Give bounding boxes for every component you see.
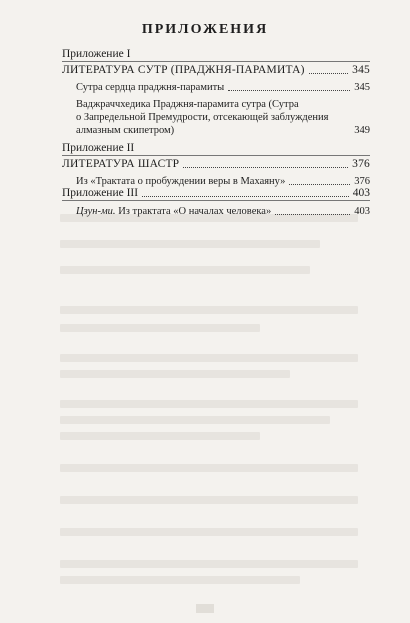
toc-entry-title: ЛИТЕРАТУРА СУТР (ПРАДЖНЯ-ПАРАМИТА) [62, 64, 305, 76]
appendix-1-header: Приложение I [62, 48, 131, 60]
ghost-line [60, 240, 320, 248]
toc-page-number: 345 [354, 82, 370, 93]
toc-entry-text: Из трактата «О началах человека» [118, 206, 272, 217]
leader-dots [309, 73, 348, 74]
appendix-3-header-row [62, 186, 370, 200]
toc-page-number: 403 [354, 206, 370, 217]
appendix-1 [62, 47, 370, 137]
appendix-2-rule [62, 155, 370, 156]
toc-entry-title: Из «Трактата о пробуждении веры в Махаяну» [76, 176, 286, 187]
ghost-line [60, 432, 260, 440]
toc-entry-author: Цзун-ми. [76, 206, 116, 217]
toc-row [76, 81, 370, 94]
toc-page-number: 376 [352, 158, 370, 170]
appendix-3 [62, 186, 370, 218]
toc-row [76, 205, 370, 218]
ghost-line [60, 324, 260, 332]
ghost-line [60, 370, 290, 378]
ghost-line [60, 560, 358, 568]
toc-row [76, 98, 370, 137]
leader-dots [275, 214, 350, 215]
ghost-line [60, 576, 300, 584]
toc-page-number: 403 [352, 187, 370, 199]
ghost-line [60, 266, 310, 274]
leader-dots [142, 196, 349, 197]
toc-entry-line: о Запредельной Премудрости, отсекающей заблуждения [76, 112, 329, 123]
toc-page-number: 345 [352, 64, 370, 76]
ghost-line [60, 354, 358, 362]
appendix-2-header: Приложение II [62, 142, 135, 154]
toc-entry-title: Сутра сердца праджня-парамиты [76, 82, 225, 93]
toc-entry-line: алмазным скипетром) [76, 125, 175, 136]
toc-row [62, 63, 370, 77]
page-title: ПРИЛОЖЕНИЯ [141, 22, 269, 37]
toc-entry-title: ЛИТЕРАТУРА ШАСТР [62, 158, 180, 170]
toc-entry-title [76, 98, 346, 137]
toc-entry-line: Ваджраччхедика Праджня-парамита сутра (Сутра [76, 99, 299, 110]
leader-dots [228, 90, 350, 91]
appendix-3-header: Приложение III [62, 187, 139, 199]
ghost-page-number [196, 604, 214, 613]
toc-page-number: 349 [354, 125, 370, 136]
toc-row [62, 157, 370, 171]
appendix-2 [62, 141, 370, 188]
appendix-1-rule [62, 61, 370, 62]
toc-entry-title [76, 205, 271, 218]
ghost-line [60, 400, 358, 408]
leader-dots [289, 184, 350, 185]
ghost-line [60, 528, 358, 536]
leader-dots [183, 167, 348, 168]
ghost-line [60, 306, 358, 314]
appendix-3-rule [62, 200, 370, 201]
ghost-line [60, 496, 358, 504]
ghost-line [60, 464, 358, 472]
ghost-line [60, 416, 330, 424]
toc-page-number: 376 [354, 176, 370, 187]
